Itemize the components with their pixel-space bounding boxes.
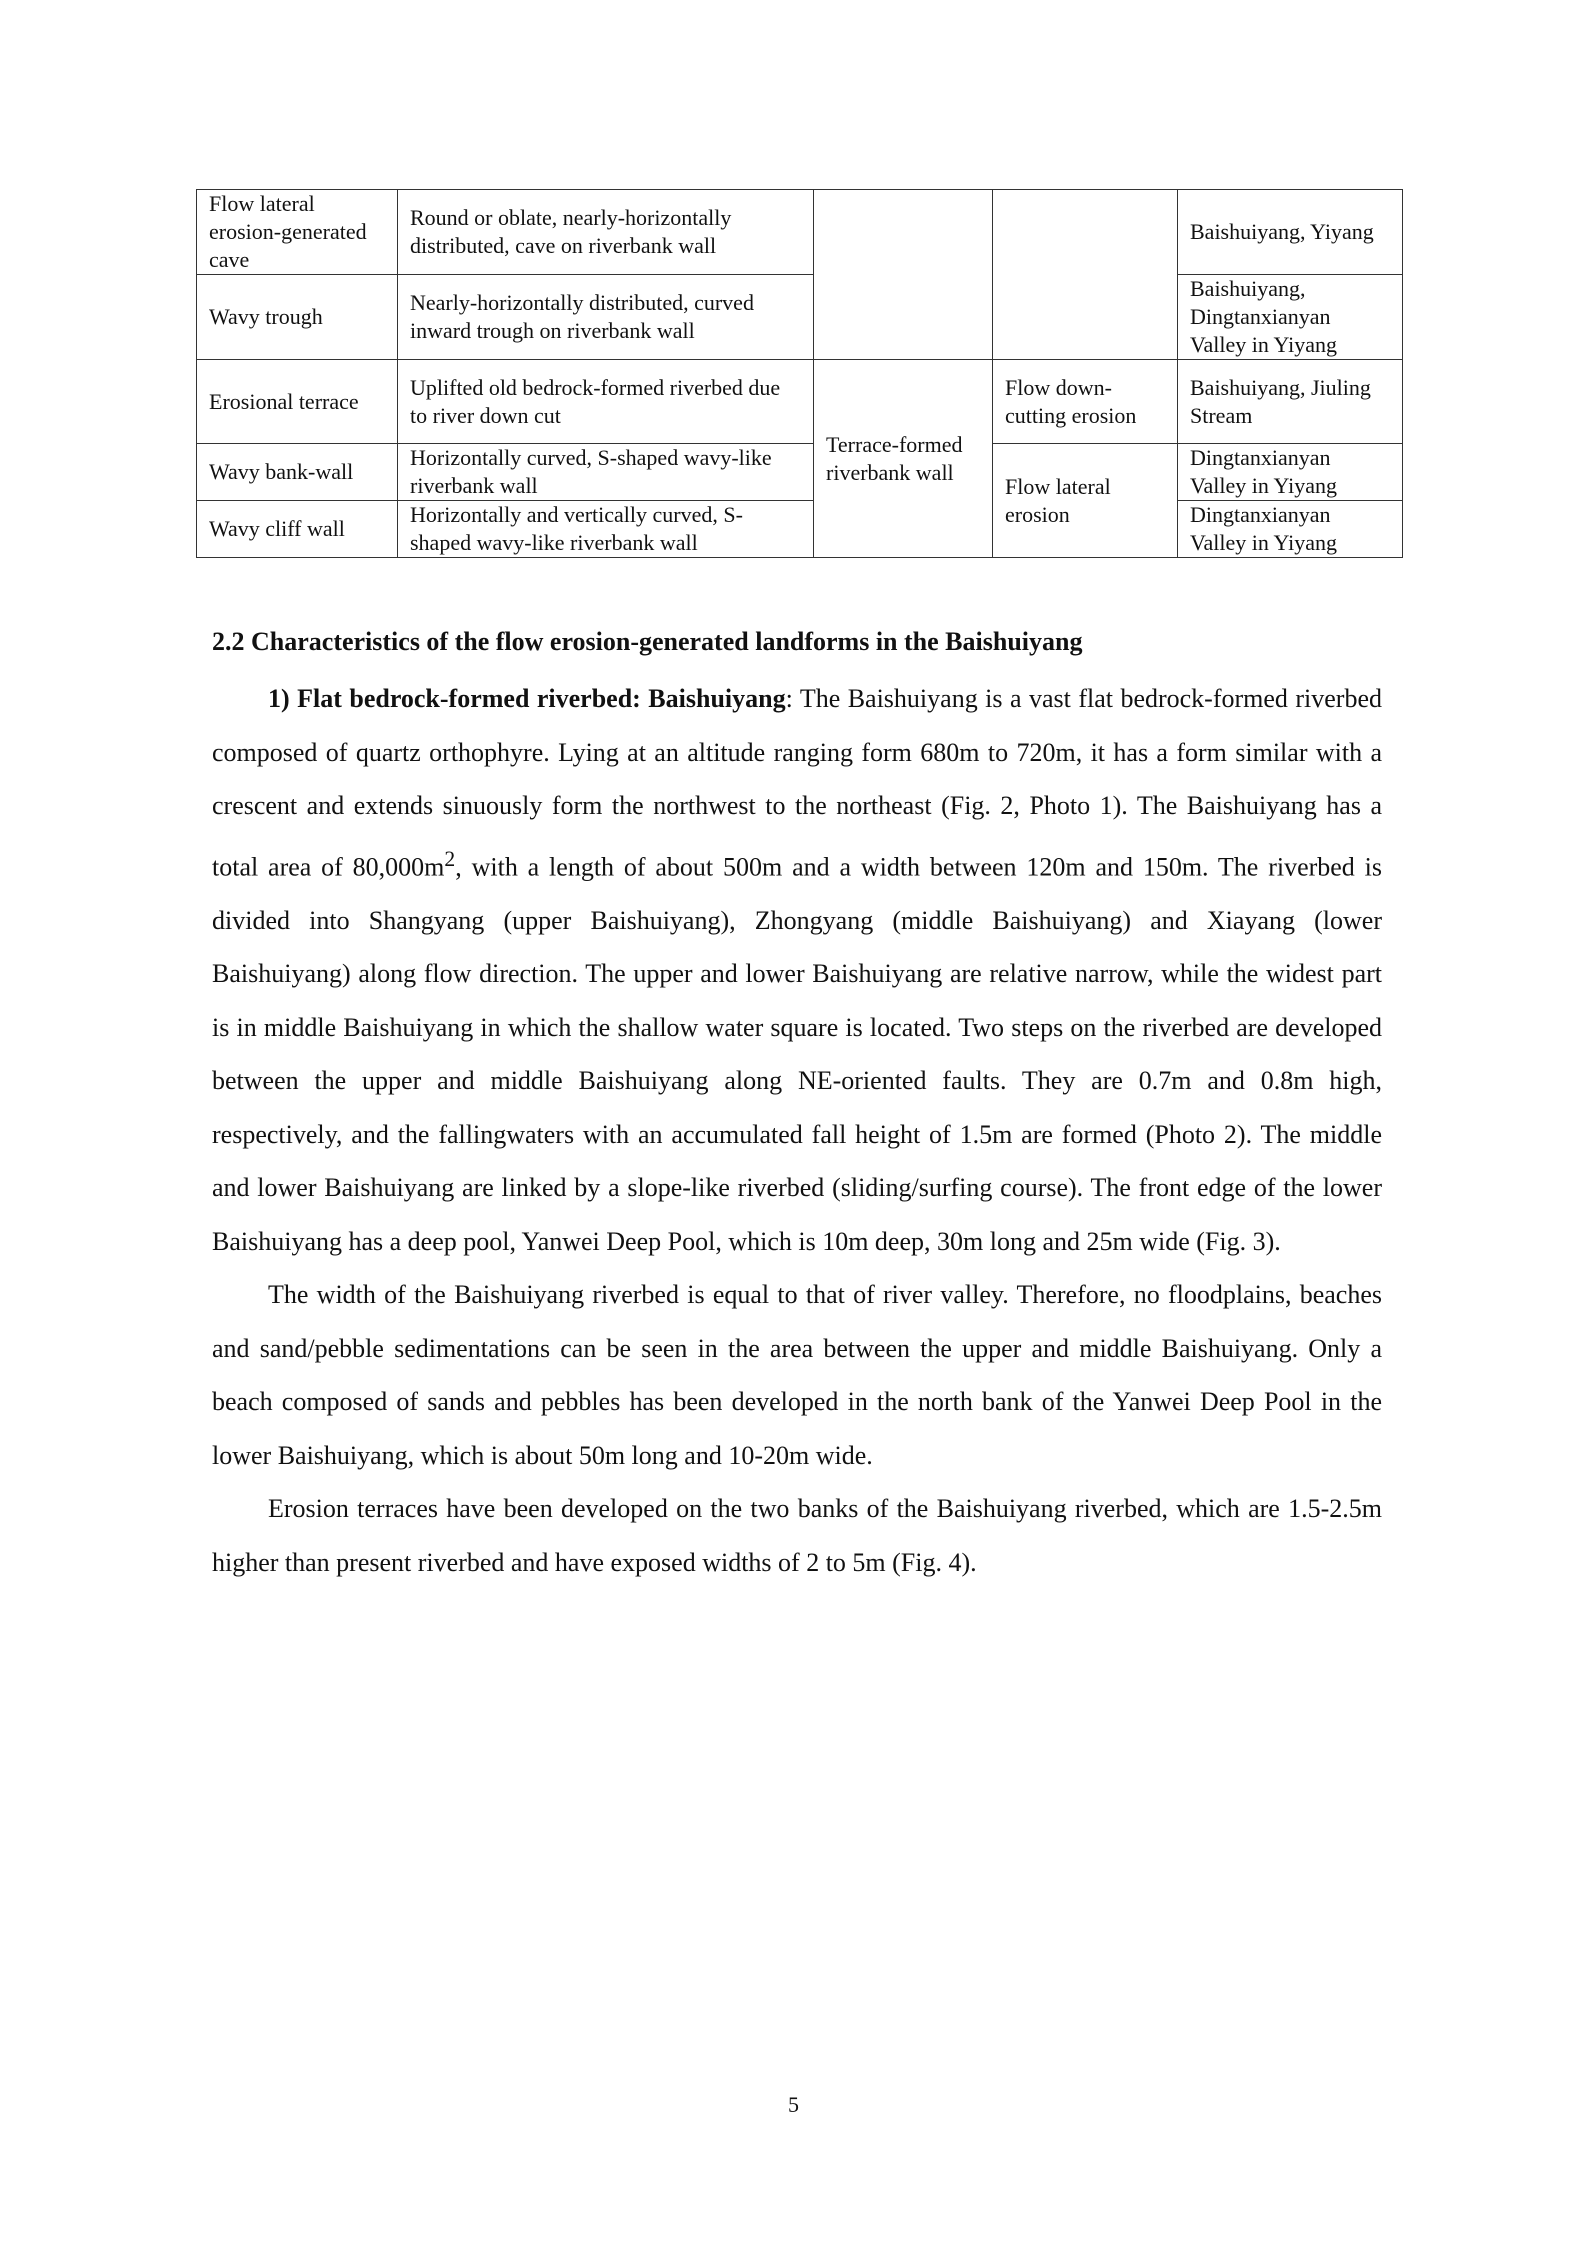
paragraph-2: The width of the Baishuiyang riverbed is equal to that of river valley. Therefore, no floodplains, beaches and sand/pebble sedimentations can be seen in the area between the upper and middle Baishuiyang. Only a beach composed of sands and pebbles has been developed in the north bank of the Yanwei Deep Pool in the lower Baishuiyang, which is about 50m long and 10-20m wide. bbox=[212, 1280, 1382, 1470]
table-cell-location: Baishuiyang, Dingtanxianyan Valley in Yiyang bbox=[1178, 275, 1403, 360]
table-row bbox=[197, 360, 1403, 444]
table-row bbox=[197, 275, 1403, 360]
table-cell-landform: Flow lateral erosion-generated cave bbox=[197, 190, 398, 275]
table-cell-location: Baishuiyang, Jiuling Stream bbox=[1178, 360, 1403, 444]
section-body bbox=[212, 672, 1382, 1589]
table-cell-process: Flow lateral erosion bbox=[993, 444, 1178, 558]
table-cell-landform: Wavy trough bbox=[197, 275, 398, 360]
table-cell-location: Baishuiyang, Yiyang bbox=[1178, 190, 1403, 275]
table-cell-description: Uplifted old bedrock-formed riverbed due to river down cut bbox=[398, 360, 814, 444]
table-cell-description: Horizontally and vertically curved, S-shaped wavy-like riverbank wall bbox=[398, 501, 814, 558]
paragraph-text: , with a length of about 500m and a width between 120m and 150m. The riverbed is divided into Shangyang (upper Baishuiyang), Zhongyang (middle Baishuiyang) and Xiayang (lower Baishuiyang) along flow direction. The upper and lower Baishuiyang are relative narrow, while the widest part is in middle Baishuiyang in which the shallow water square is located. Two steps on the riverbed are developed between the upper and middle Baishuiyang along NE-oriented faults. They are 0.7m and 0.8m high, respectively, and the fallingwaters with an accumulated fall height of 1.5m are formed (Photo 2). The middle and lower Baishuiyang are linked by a slope-like riverbed (sliding/surfing course). The front edge of the lower Baishuiyang has a deep pool, Yanwei Deep Pool, which is 10m deep, 30m long and 25m wide (Fig. 3). bbox=[212, 852, 1382, 1256]
table-cell-empty bbox=[814, 190, 993, 360]
table-row bbox=[197, 190, 1403, 275]
landform-table bbox=[196, 189, 1403, 558]
table-cell-description: Round or oblate, nearly-horizontally distributed, cave on riverbank wall bbox=[398, 190, 814, 275]
table-cell-type: Terrace-formed riverbank wall bbox=[814, 360, 993, 558]
table-row bbox=[197, 501, 1403, 558]
paragraph-1 bbox=[212, 672, 1382, 1268]
table-cell-location: Dingtanxianyan Valley in Yiyang bbox=[1178, 444, 1403, 501]
table-cell-location: Dingtanxianyan Valley in Yiyang bbox=[1178, 501, 1403, 558]
paragraph-text: : The Baishuiyang is a vast flat bedrock-formed riverbed composed of quartz orthophyre. Lying at an altitude ranging form 680m to 720m, it has a form similar with a crescent and extends sinuously form the northwest to the northeast (Fig. 2, Photo 1). The Baishuiyang has a total area of 80,000m bbox=[212, 684, 1383, 882]
page-number: 5 bbox=[788, 2092, 799, 2117]
table-cell-description: Nearly-horizontally distributed, curved inward trough on riverbank wall bbox=[398, 275, 814, 360]
table-row bbox=[197, 444, 1403, 501]
table-cell-empty bbox=[993, 190, 1178, 360]
paragraph-3: Erosion terraces have been developed on the two banks of the Baishuiyang riverbed, which are 1.5-2.5m higher than present riverbed and have exposed widths of 2 to 5m (Fig. 4). bbox=[212, 1494, 1382, 1577]
superscript: 2 bbox=[444, 846, 456, 871]
table-cell-landform: Wavy cliff wall bbox=[197, 501, 398, 558]
paragraph-lead: 1) Flat bedrock-formed riverbed: Baishuiyang bbox=[268, 684, 786, 713]
table-cell-description: Horizontally curved, S-shaped wavy-like riverbank wall bbox=[398, 444, 814, 501]
section-heading: 2.2 Characteristics of the flow erosion-generated landforms in the Baishuiyang bbox=[212, 627, 1083, 656]
table-cell-landform: Erosional terrace bbox=[197, 360, 398, 444]
table-cell-landform: Wavy bank-wall bbox=[197, 444, 398, 501]
table-cell-process: Flow down-cutting erosion bbox=[993, 360, 1178, 444]
